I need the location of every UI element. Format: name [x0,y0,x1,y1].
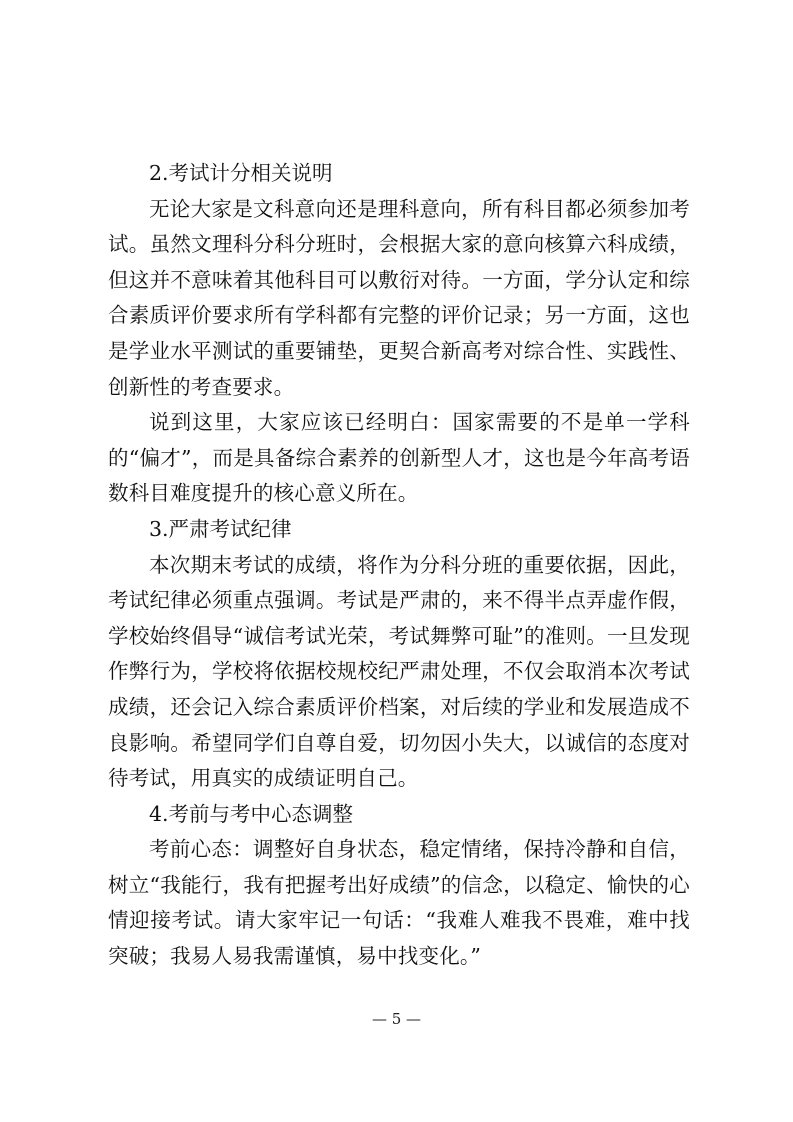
section-heading: 4.考前与考中心态调整 [149,801,354,826]
paragraph: 考前心态：调整好自身状态，稳定情绪，保持冷静和自信，树立“我能行，我有把握考出好成绩”的信念，以稳定、愉快的心情迎接考试。请大家牢记一句话：“我难人难我不畏难，难中找突破；我易人易我需谨慎，易中找变化。” [108,837,690,969]
paragraph: 无论大家是文科意向还是理科意向，所有科目都必须参加考试。虽然文理科分科分班时，会根据大家的意向核算六科成绩，但这并不意味着其他科目可以敷衍对待。一方面，学分认定和综合素质评价要求所有学科都有完整的评价记录；另一方面，这也是学业水平测试的重要铺垫，更契合新高考对综合性、实践性、创新性的考查要求。 [108,196,690,399]
document-body [108,156,690,975]
section-heading: 2.考试计分相关说明 [149,161,333,185]
section-heading: 3.严肃考试纪律 [149,516,292,541]
paragraph: 说到这里，大家应该已经明白：国家需要的不是单一学科的“偏才”，而是具备综合素养的创新型人才，这也是今年高考语数科目难度提升的核心意义所在。 [108,410,690,506]
page-number: — 5 — [371,1010,422,1028]
paragraph: 本次期末考试的成绩，将作为分科分班的重要依据，因此，考试纪律必须重点强调。考试是严肃的，来不得半点弄虚作假，学校始终倡导“诚信考试光荣，考试舞弊可耻”的准则。一旦发现作弊行为，学校将依据校规校纪严肃处理，不仅会取消本次考试成绩，还会记入综合素质评价档案，对后续的学业和发展造成不良影响。希望同学们自尊自爱，切勿因小失大，以诚信的态度对待考试，用真实的成绩证明自己。 [108,552,690,791]
